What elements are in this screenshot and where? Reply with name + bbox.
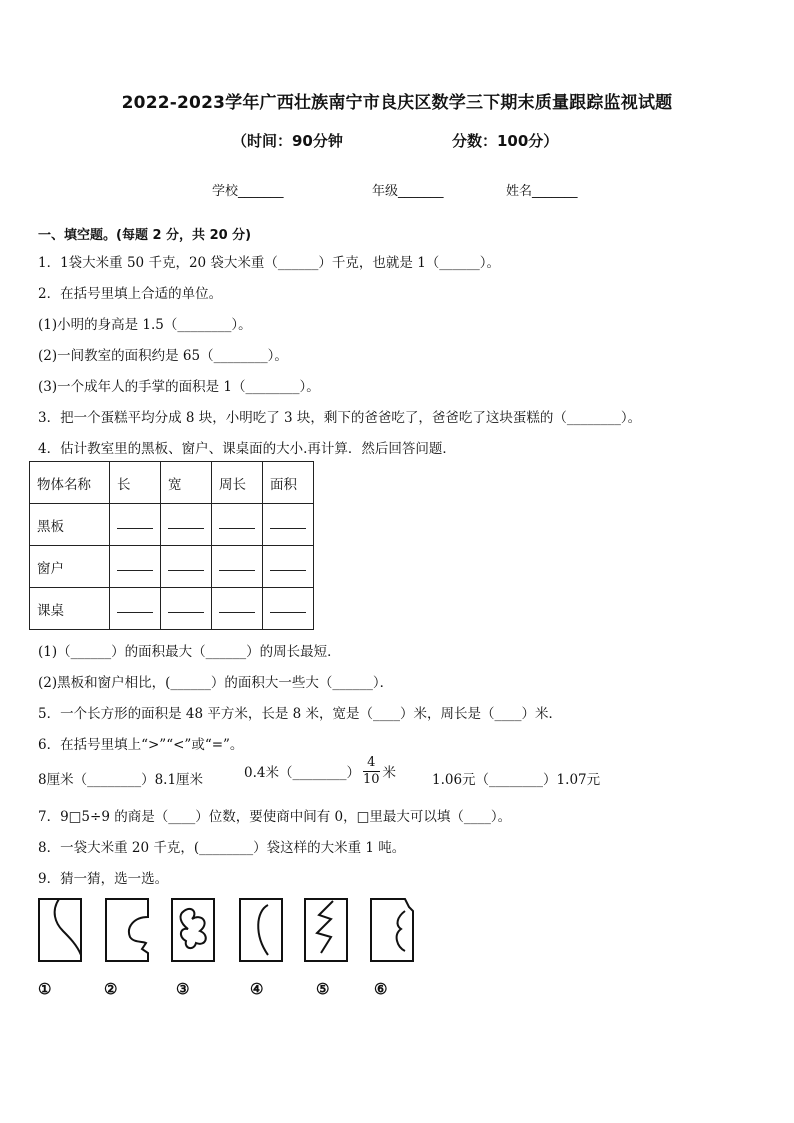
school-field: 学校_______: [212, 184, 284, 199]
question-6: 6．在括号里填上“>”“<”或“=”。: [38, 737, 244, 753]
answer-blank: [263, 546, 314, 588]
question-9: 9．猜一猜，选一选。: [38, 871, 169, 887]
question-5: 5．一个长方形的面积是 48 平方米，长是 8 米，宽是（____）米，周长是（____）米．: [38, 706, 563, 722]
grade-field: 年级_______: [372, 184, 444, 199]
question-2-2: (2)一间教室的面积约是 65（________）。: [38, 348, 288, 364]
row-label: 课桌: [30, 588, 110, 630]
question-6a: 8厘米（________）8.1厘米: [38, 772, 204, 788]
question-3: 3．把一个蛋糕平均分成 8 块，小明吃了 3 块，剩下的爸爸吃了，爸爸吃了这块蛋糕的（________）。: [38, 410, 642, 426]
table-header: 宽: [161, 462, 212, 504]
question-4: 4．估计教室里的黑板、窗户、课桌面的大小.再计算．然后回答问题．: [38, 441, 456, 457]
option-label: ④: [250, 980, 264, 998]
question-2-1: (1)小明的身高是 1.5（________）。: [38, 317, 252, 333]
cutout-shape-2: [104, 897, 150, 963]
row-label: 窗户: [30, 546, 110, 588]
answer-blank: [161, 504, 212, 546]
option-label: ①: [38, 980, 52, 998]
cutout-shape-1: [37, 897, 83, 963]
cutout-shape-6: [369, 897, 415, 963]
fraction-denominator: 10: [362, 772, 380, 787]
answer-blank: [263, 504, 314, 546]
name-field: 姓名_______: [506, 184, 578, 199]
option-label: ⑤: [316, 980, 330, 998]
cutout-shape-3: [170, 897, 216, 963]
exam-time: （时间：90分钟: [232, 132, 343, 150]
fraction: [363, 755, 380, 788]
question-2: 2．在括号里填上合适的单位。: [38, 286, 223, 302]
table-header: 长: [110, 462, 161, 504]
option-label: ⑥: [374, 980, 388, 998]
table-row: [30, 546, 314, 588]
answer-blank: [212, 588, 263, 630]
exam-score: 分数：100分）: [452, 132, 559, 150]
answer-blank: [212, 504, 263, 546]
question-7: 7．9□5÷9 的商是（____）位数，要使商中间有 0，□里最大可以填（____）。: [38, 809, 512, 825]
answer-blank: [161, 588, 212, 630]
question-4-2: (2)黑板和窗户相比，(______）的面积大一些大（______）．: [38, 675, 394, 691]
row-label: 黑板: [30, 504, 110, 546]
cutout-shape-5: [303, 897, 349, 963]
answer-blank: [110, 504, 161, 546]
page-title: 2022-2023学年广西壮族南宁市良庆区数学三下期末质量跟踪监视试题: [121, 93, 673, 113]
answer-blank: [212, 546, 263, 588]
fraction-numerator: 4: [367, 755, 376, 770]
table-row: [30, 504, 314, 546]
question-1: 1．1袋大米重 50 千克，20 袋大米重（______）千克，也就是 1（______）。: [38, 255, 501, 271]
question-8: 8．一袋大米重 20 千克，(________）袋这样的大米重 1 吨。: [38, 840, 406, 856]
option-label: ③: [176, 980, 190, 998]
question-2-3: (3)一个成年人的手掌的面积是 1（________）。: [38, 379, 320, 395]
section-heading: 一、填空题。(每题 2 分，共 20 分): [38, 228, 252, 243]
question-6b: [244, 757, 396, 790]
question-6b-text: 0.4米（________）: [244, 765, 360, 781]
estimate-table: [29, 461, 314, 630]
question-4-1: (1)（______）的面积最大（______）的周长最短．: [38, 644, 341, 660]
option-label: ②: [104, 980, 118, 998]
question-6c: 1.06元（________）1.07元: [432, 772, 601, 788]
table-header: 物体名称: [30, 462, 110, 504]
fraction-unit: 米: [382, 765, 397, 781]
table-row: [30, 588, 314, 630]
table-header-row: [30, 462, 314, 504]
table-header: 面积: [263, 462, 314, 504]
answer-blank: [161, 546, 212, 588]
answer-blank: [263, 588, 314, 630]
cutout-shape-4: [238, 897, 284, 963]
answer-blank: [110, 546, 161, 588]
answer-blank: [110, 588, 161, 630]
table-header: 周长: [212, 462, 263, 504]
